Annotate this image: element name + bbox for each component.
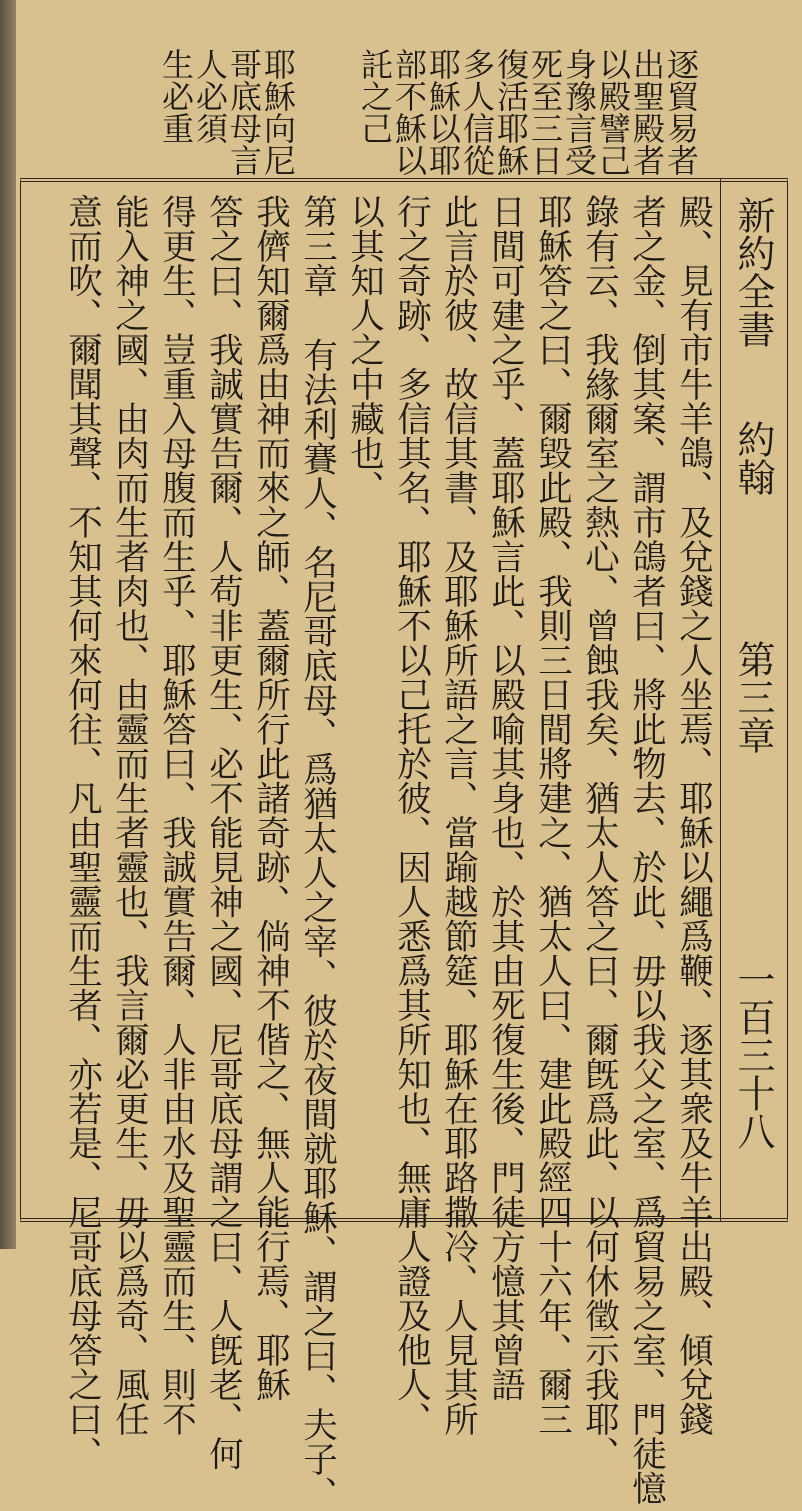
- headnote-column: 身豫言受: [560, 48, 598, 176]
- text-column: 行之奇跡、多信其名、耶穌不以己托於彼、因人悉爲其所知也、無庸人證及他人、: [390, 194, 431, 1436]
- headnote-column: 出聖殿者: [628, 48, 666, 176]
- gospel-title: 約翰: [731, 420, 775, 496]
- text-column: 日間可建之乎、蓋耶穌言此、以殿喻其身也、於其由死復生後、門徒方憶其曾語: [484, 194, 525, 1402]
- chapter-label: 第三章: [731, 640, 775, 754]
- headnote-column: 逐貿易者: [662, 48, 700, 176]
- text-column: 能入神之國、由肉而生者肉也、由靈而生者靈也、我言爾必更生、毋以爲奇、風任: [108, 194, 149, 1436]
- headnote-column: 生必重: [157, 48, 195, 144]
- text-column: 答之曰、我誠實告爾、人苟非更生、必不能見神之國、尼哥底母謂之曰、人旣老、何: [202, 194, 243, 1471]
- text-column: 殿、見有市牛羊鴿、及兌錢之人坐焉、耶穌以繩爲鞭、逐其衆及牛羊出殿、傾兌錢: [672, 194, 713, 1436]
- book-title: 新約全書: [731, 196, 775, 348]
- headnote-column: 耶穌向尼: [259, 48, 297, 176]
- text-column: 此言於彼、故信其書、及耶穌所語之言、當踰越節筵、耶穌在耶路撒冷、人見其所: [437, 194, 478, 1436]
- headnote-column: 以殿譬己: [594, 48, 632, 176]
- margin-divider: [720, 178, 721, 1222]
- headnote-column: 哥底母言: [225, 48, 263, 176]
- headnote-column: 耶穌以耶: [424, 48, 462, 176]
- book-spine: [0, 0, 16, 1249]
- text-column: 者之金、倒其案、謂市鴿者曰、將此物去、於此、毋以我父之室、爲貿易之室、門徒憶: [625, 194, 666, 1505]
- headnote-column: 死至三日: [526, 48, 564, 176]
- headnote-column: 人必須: [191, 48, 229, 144]
- text-column: 我儕知爾爲由神而來之師、蓋爾所行此諸奇跡、倘神不偕之、無人能行焉、耶穌: [249, 194, 290, 1402]
- page-number: 一百三十八: [731, 960, 775, 1150]
- text-column: 以其知人之中藏也、: [343, 194, 384, 505]
- headnote-column: 復活耶穌: [492, 48, 530, 176]
- headnote-column: 多人信從: [458, 48, 496, 176]
- headnote-column: 部不穌以: [390, 48, 428, 176]
- text-column: 錄有云、我緣爾室之熱心、曾蝕我矣、猶太人答之曰、爾旣爲此、以何休徵示我耶、: [578, 194, 619, 1471]
- text-column: 意而吹、爾聞其聲、不知其何來何往、凡由聖靈而生者、亦若是、尼哥底母答之曰、: [61, 194, 102, 1471]
- text-column: 得更生、豈重入母腹而生乎、耶穌答曰、我誠實告爾、人非由水及聖靈而生、則不: [155, 194, 196, 1436]
- text-column: 耶穌答之曰、爾毀此殿、我則三日間將建之、猶太人曰、建此殿經四十六年、爾三: [531, 194, 572, 1436]
- headnote-column: 託之己: [356, 48, 394, 144]
- text-column: 第三章 有法利賽人、名尼哥底母、爲猶太人之宰、彼於夜間就耶穌、謂之曰、夫子、: [296, 194, 337, 1511]
